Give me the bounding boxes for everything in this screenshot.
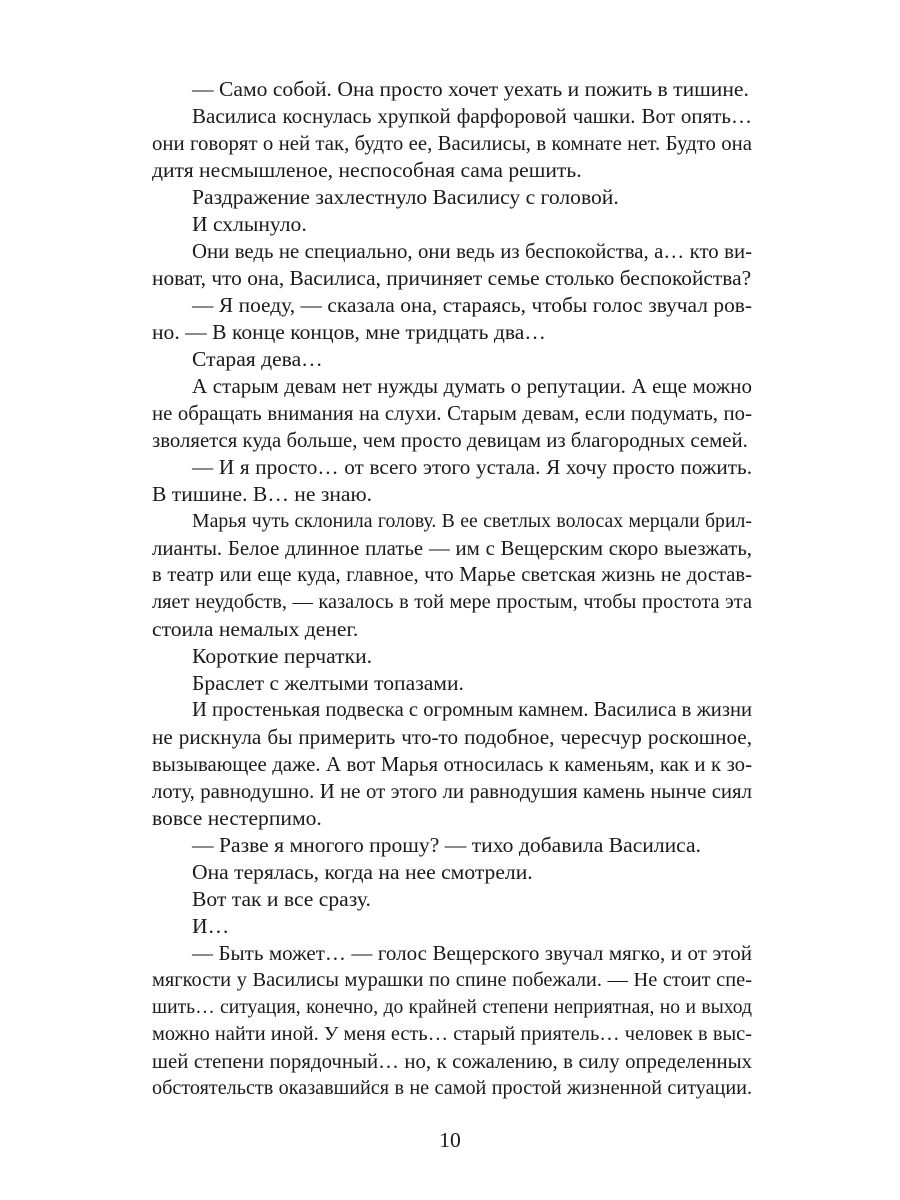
text-line: А старым девам нет нужды думать о репутации. А еще можно — [192, 374, 752, 398]
text-line: Они ведь не специально, они ведь из беспокойства, а… кто ви- — [192, 240, 752, 263]
text-line: лианты. Белое длинное платье — им с Вещерским скоро выезжать, — [152, 537, 752, 560]
text-line: новат, что она, Василиса, причиняет семье столько беспокойства? — [152, 266, 752, 290]
text-line: И простенькая подвеска с огромным камнем. Василиса в жизни — [192, 699, 752, 721]
text-line: вызывающее даже. А вот Марья относилась к каменьям, как и к зо- — [152, 753, 752, 776]
text-line: Браслет с желтыми топазами. — [192, 671, 464, 695]
text-line: шить… ситуация, конечно, до крайней степени неприятная, но и выход — [152, 997, 752, 1018]
text-line: Она терялась, когда на нее смотрели. — [192, 860, 533, 884]
text-line: — Само собой. Она просто хочет уехать и пожить в тишине. — [192, 77, 749, 101]
text-line: дитя несмышленое, неспособная сама решить. — [152, 158, 582, 182]
text-line: зволяется куда больше, чем просто девицам из благородных семей. — [152, 429, 748, 452]
text-line: Раздражение захлестнуло Василису с головой. — [192, 185, 619, 209]
text-line: — Быть может… — голос Вещерского звучал мягко, и от этой — [192, 941, 752, 965]
text-line: Василиса коснулась хрупкой фарфоровой чашки. Вот опять… — [192, 104, 752, 128]
text-line: не обращать внимания на слухи. Старым девам, если подумать, по- — [152, 402, 752, 425]
text-line: лоту, равнодушно. И не от этого ли равнодушия камень нынче сиял — [152, 780, 752, 803]
text-line: не рискнула бы примерить что-то подобное, чересчур роскошное, — [152, 725, 752, 749]
text-line: Марья чуть склонила голову. В ее светлых волосах мерцали брил- — [192, 510, 752, 532]
text-line: И… — [192, 914, 230, 938]
text-line: но. — В конце концов, мне тридцать два… — [152, 320, 546, 344]
page-number: 10 — [439, 1128, 461, 1152]
text-line: — Я поеду, — сказала она, стараясь, чтобы голос звучал ров- — [192, 293, 752, 317]
text-line: стоила немалых денег. — [152, 617, 359, 641]
text-line: В тишине. В… не знаю. — [152, 482, 373, 506]
text-line: Короткие перчатки. — [192, 644, 373, 668]
text-line: Старая дева… — [192, 347, 323, 371]
text-line: И схлынуло. — [192, 212, 307, 236]
body-text — [152, 76, 752, 1102]
text-line: вовсе нестерпимо. — [152, 806, 322, 830]
text-line: они говорят о ней так, будто ее, Василисы, в комнате нет. Будто она — [152, 132, 752, 155]
text-line: ляет неудобств, — казалось в той мере простым, чтобы простота эта — [152, 591, 752, 613]
text-line: в театр или еще куда, главное, что Марье светская жизнь не достав- — [152, 564, 752, 586]
text-line: мягкости у Василисы мурашки по спине побежали. — Не стоит спе- — [152, 969, 752, 991]
text-line: — И я просто… от всего этого устала. Я хочу просто пожить. — [192, 455, 752, 479]
text-line: обстоятельств оказавшийся в не самой простой жизненной ситуации. — [152, 1077, 752, 1099]
text-line: можно найти иной. У меня есть… старый приятель… человек в выс- — [152, 1023, 752, 1045]
text-line: шей степени порядочный… но, к сожалению, в силу определенных — [152, 1050, 752, 1073]
text-line: — Разве я многого прошу? — тихо добавила Василиса. — [192, 833, 702, 857]
text-line: Вот так и все сразу. — [192, 887, 371, 911]
